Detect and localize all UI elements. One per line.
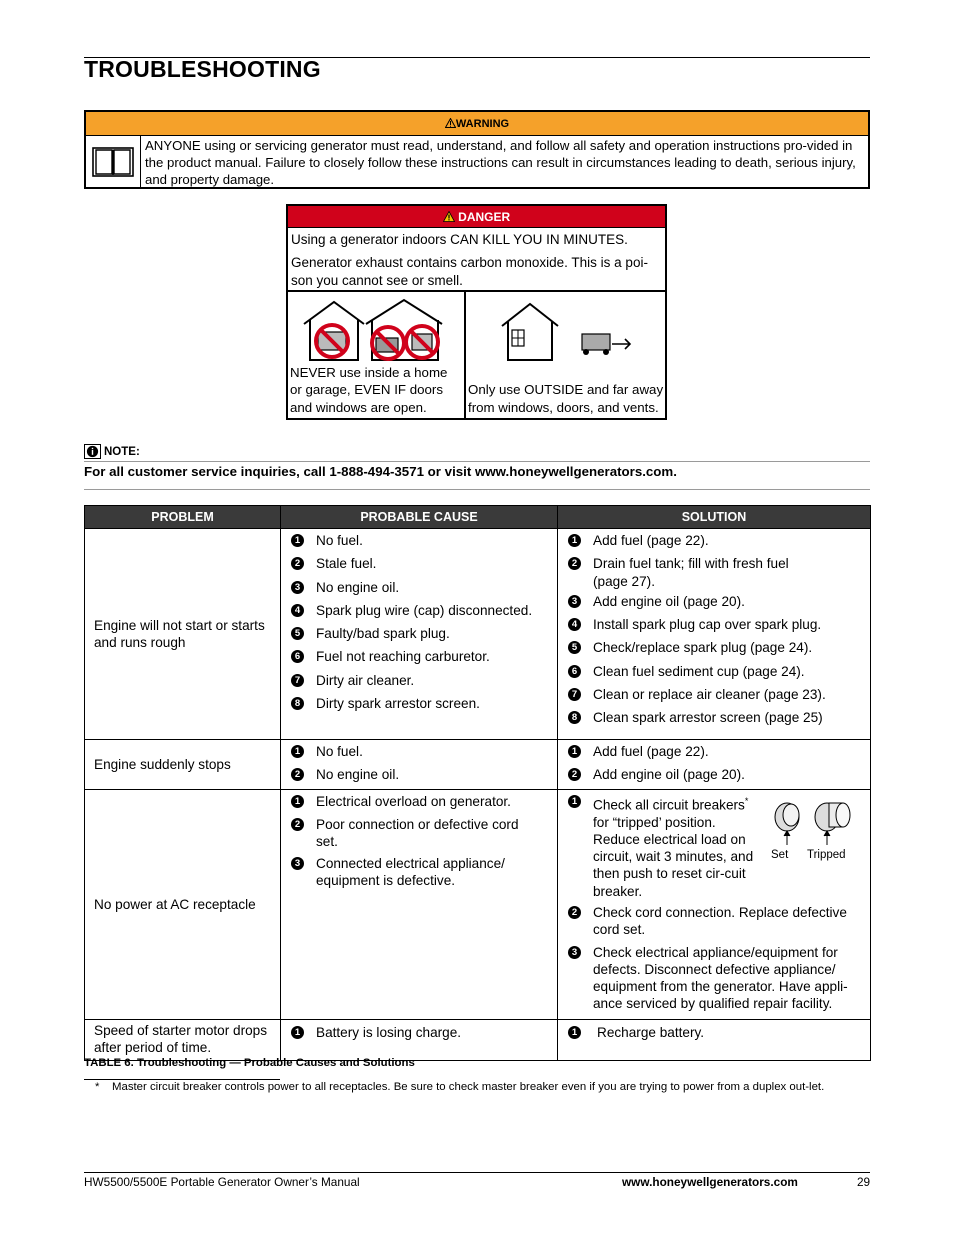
danger-label: DANGER (458, 210, 511, 224)
solution-cell (558, 739, 871, 789)
header-probable-cause: PROBABLE CAUSE (281, 506, 558, 529)
list-item (281, 743, 557, 760)
footer-url: www.honeywellgenerators.com (622, 1175, 798, 1189)
cause-text: Spark plug wire (cap) disconnected. (316, 602, 533, 618)
list-item (558, 639, 870, 656)
list-item (281, 766, 557, 783)
solution-text: Check/replace spark plug (page 24). (593, 640, 813, 656)
table-row (85, 739, 871, 789)
circuit-breaker-icon (763, 793, 863, 845)
number-badge: 5 (291, 627, 304, 640)
number-badge: 2 (568, 557, 581, 570)
number-badge: 1 (291, 1026, 304, 1039)
list-item (558, 1024, 870, 1041)
problem-cell: No power at AC receptacle (85, 789, 281, 1019)
number-badge: 3 (568, 595, 581, 608)
solution-text: Check cord connection. Replace defective cord set. (593, 904, 847, 938)
solution-text: Clean fuel sediment cup (page 24). (593, 663, 805, 679)
cause-text: Dirty air cleaner. (316, 672, 415, 688)
number-badge: 1 (568, 1026, 581, 1039)
list-item (558, 743, 870, 760)
outdoor-caption: Only use OUTSIDE and far away from windows, doors, and vents. (468, 382, 664, 415)
cause-text: Poor connection or defective cord set. (316, 816, 519, 850)
table-row (85, 789, 871, 1019)
cause-text: No fuel. (316, 533, 363, 548)
cause-cell (281, 1019, 558, 1060)
note-label (84, 444, 140, 459)
list-item (558, 532, 870, 549)
footer-manual-title: HW5500/5500E Portable Generator Owner’s Manual (84, 1175, 360, 1189)
list-item (281, 695, 557, 712)
list-item (281, 672, 557, 689)
list-item (558, 593, 870, 610)
header-problem: PROBLEM (85, 506, 281, 529)
outdoor-panel (466, 292, 665, 418)
number-badge: 2 (291, 818, 304, 831)
footer-rule (84, 1172, 870, 1173)
list-item (281, 532, 557, 549)
cause-text: No fuel. (316, 743, 363, 759)
number-badge: 5 (568, 641, 581, 654)
number-badge: 2 (291, 768, 304, 781)
cause-cell (281, 789, 558, 1019)
solution-text: Add fuel (page 22). (593, 743, 709, 759)
outdoor-generator-icon (500, 300, 640, 362)
number-badge: 3 (568, 946, 581, 959)
danger-line-1: Using a generator indoors CAN KILL YOU IN MINUTES. (291, 232, 628, 247)
solution-text: Recharge battery. (597, 1024, 705, 1040)
number-badge: 6 (568, 665, 581, 678)
list-item (558, 709, 870, 726)
footnote-rule (84, 1079, 280, 1080)
cause-text: No engine oil. (316, 579, 400, 595)
solution-cell (558, 789, 871, 1019)
list-item (281, 648, 557, 665)
cause-text: Faulty/bad spark plug. (316, 626, 450, 642)
cause-text: Connected electrical appliance/ equipment is defective. (316, 855, 505, 888)
note-rule-top (84, 461, 870, 462)
warning-label: WARNING (455, 118, 510, 130)
warning-text: ANYONE using or servicing generator must read, understand, and follow all safety and operation instructions pro-vided in the product manual. Failure to closely follow these instructions can result in circumstances leading to death, serious injury, and property damage. (145, 138, 856, 187)
warning-header (86, 112, 868, 136)
cause-text: Fuel not reaching carburetor. (316, 649, 490, 665)
table-caption: TABLE 6. Troubleshooting — Probable Causes and Solutions (84, 1057, 415, 1069)
breaker-label-tripped: Tripped (807, 848, 846, 861)
number-badge: 1 (568, 795, 581, 808)
troubleshooting-table (84, 505, 871, 1061)
solution-text: Add engine oil (page 20). (593, 593, 745, 609)
page-number: 29 (857, 1175, 871, 1189)
number-badge: 6 (291, 650, 304, 663)
solution-text: Check all circuit breakers* for “tripped’ position. Reduce electrical load on circuit, wait 3 minutes, and then push to reset cir-cuit breaker. (593, 795, 754, 899)
list-item (558, 616, 870, 633)
note-label-text: NOTE: (104, 445, 140, 458)
note-text: For all customer service inquiries, call 1-888-494-3571 or visit www.honeywellgenerators.com. (84, 464, 677, 479)
list-item (558, 555, 870, 590)
number-badge: 1 (568, 534, 581, 547)
footnote-ref: * (744, 795, 749, 806)
number-badge: 2 (568, 768, 581, 781)
solution-cell (558, 529, 871, 740)
solution-text: Check electrical appliance/equipment for defects. Disconnect defective appliance/ equipment from the generator. Have appli-ance serviced by qualified repair facility. (593, 944, 848, 1012)
cause-text: No engine oil. (316, 766, 400, 782)
list-item (281, 602, 557, 619)
warning-triangle-icon (445, 118, 456, 128)
no-indoor-generator-icon (302, 298, 462, 362)
list-item (281, 1024, 557, 1041)
circuit-breaker-diagram (763, 793, 863, 863)
solution-text: Clean or replace air cleaner (page 23). (593, 687, 826, 703)
cause-text: Battery is losing charge. (316, 1024, 462, 1040)
number-badge: 4 (568, 618, 581, 631)
cause-text: Stale fuel. (316, 556, 377, 572)
solution-cell (558, 1019, 871, 1060)
cause-cell (281, 739, 558, 789)
list-item (281, 816, 557, 851)
number-badge: 7 (568, 688, 581, 701)
problem-cell: Engine will not start or starts and runs rough (85, 529, 281, 740)
footnote-text: Master circuit breaker controls power to all receptacles. Be sure to check master breaker even if you are trying to power from a duplex out-let. (112, 1081, 825, 1093)
solution-text: Install spark plug cap over spark plug. (593, 617, 822, 633)
problem-cell: Speed of starter motor drops after period of time. (85, 1019, 281, 1060)
cause-text: Electrical overload on generator. (316, 793, 511, 809)
solution-text: Clean spark arrestor screen (page 25) (593, 710, 823, 726)
header-solution: SOLUTION (558, 506, 871, 529)
list-item (558, 686, 870, 703)
danger-triangle-icon (443, 211, 455, 222)
number-badge: 7 (291, 674, 304, 687)
manual-book-icon (86, 136, 141, 187)
footnote-mark: * (95, 1081, 100, 1093)
breaker-label-set: Set (771, 848, 789, 861)
info-icon (84, 444, 101, 459)
number-badge: 1 (568, 745, 581, 758)
number-badge: 3 (291, 857, 304, 870)
list-item (281, 855, 557, 890)
solution-text: Add engine oil (page 20). (593, 766, 745, 782)
danger-line-2: Generator exhaust contains carbon monoxide. This is a poi-son you cannot see or smell. (291, 255, 648, 288)
danger-box (286, 204, 667, 420)
number-badge: 8 (568, 711, 581, 724)
indoor-prohibited-panel (288, 292, 466, 418)
table-row (85, 1019, 871, 1060)
cause-cell (281, 529, 558, 740)
list-item (558, 944, 870, 1013)
number-badge: 1 (291, 795, 304, 808)
problem-cell: Engine suddenly stops (85, 739, 281, 789)
number-badge: 3 (291, 581, 304, 594)
number-badge: 1 (291, 534, 304, 547)
list-item (281, 793, 557, 810)
page-title: TROUBLESHOOTING (84, 56, 321, 82)
number-badge: 2 (568, 906, 581, 919)
danger-header (288, 206, 665, 228)
list-item (558, 904, 870, 939)
solution-text: Drain fuel tank; fill with fresh fuel (page 27). (593, 556, 789, 589)
list-item (558, 663, 870, 680)
warning-box (84, 110, 870, 189)
number-badge: 4 (291, 604, 304, 617)
list-item (281, 625, 557, 642)
list-item (558, 766, 870, 783)
cause-text: Dirty spark arrestor screen. (316, 696, 480, 712)
table-row (85, 529, 871, 740)
number-badge: 8 (291, 697, 304, 710)
number-badge: 2 (291, 557, 304, 570)
list-item (558, 793, 870, 900)
note-rule-bottom (84, 489, 870, 490)
solution-text: Add fuel (page 22). (593, 533, 709, 548)
list-item (281, 579, 557, 596)
number-badge: 1 (291, 745, 304, 758)
list-item (281, 555, 557, 572)
indoor-caption: NEVER use inside a home or garage, EVEN IF doors and windows are open. (290, 364, 448, 415)
